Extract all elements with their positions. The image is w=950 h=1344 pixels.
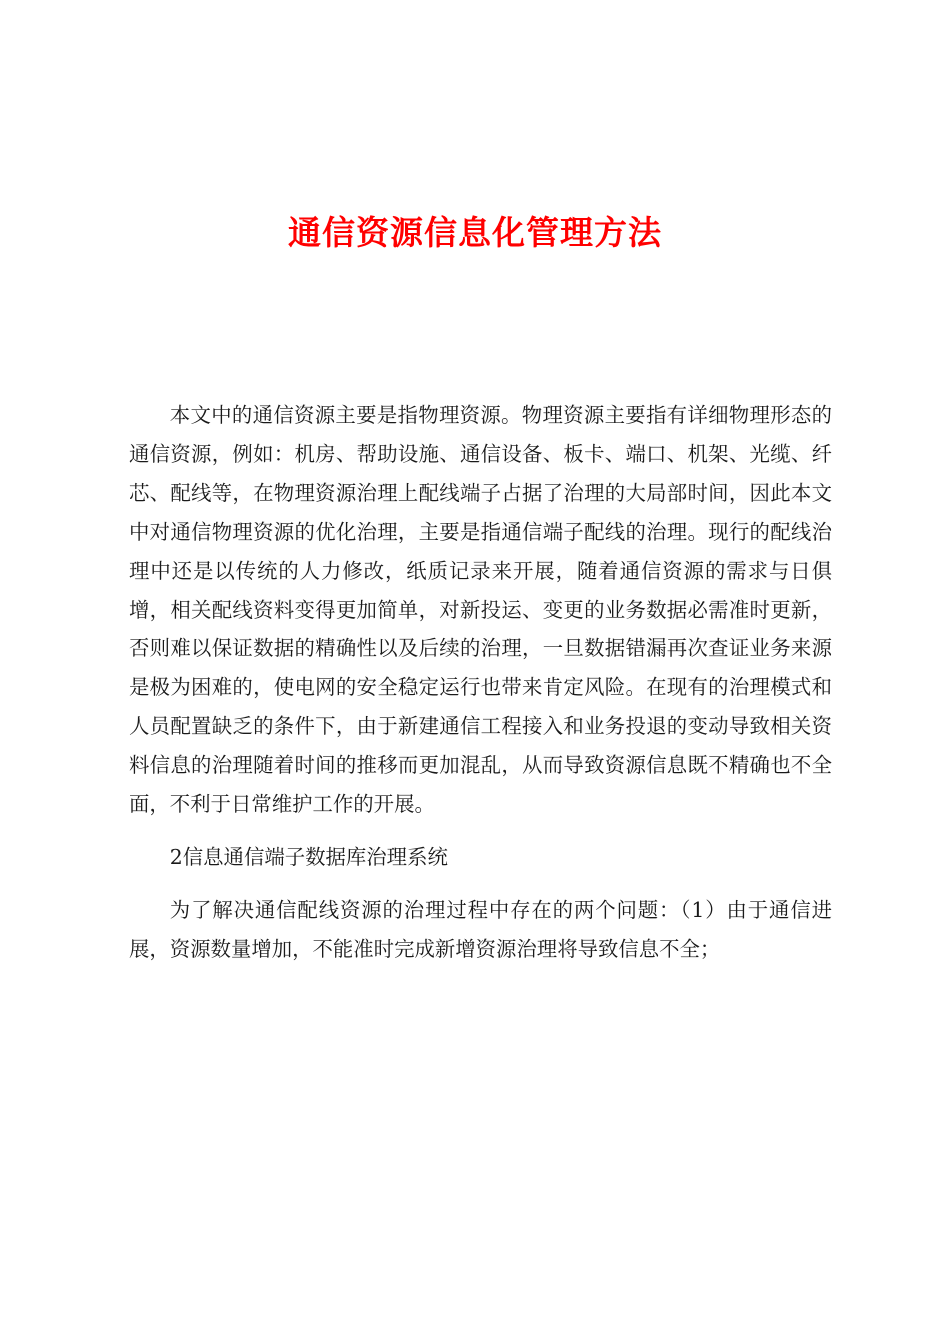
- section-heading: 2信息通信端子数据库治理系统: [169, 844, 448, 869]
- paragraph-section-2: 为了解决通信配线资源的治理过程中存在的两个问题：（1）由于通信进展，资源数量增加，不能准时完成新增资源治理将导致信息不全；: [129, 897, 832, 961]
- paragraph-intro: 本文中的通信资源主要是指物理资源。物理资源主要指有详细物理形态的通信资源，例如：机房、帮助设施、通信设备、板卡、端口、机架、光缆、纤芯、配线等，在物理资源治理上配线端子占据了治理的大局部时间，因此本文中对通信物理资源的优化治理，主要是指通信端子配线的治理。现行的配线治理中还是以传统的人力修改，纸质记录来开展，随着通信资源的需求与日俱增，相关配线资料变得更加简单，对新投运、变更的业务数据必需准时更新，否则难以保证数据的精确性以及后续的治理，一旦数据错漏再次查证业务来源是极为困难的，使电网的安全稳定运行也带来肯定风险。在现有的治理模式和人员配置缺乏的条件下，由于新建通信工程接入和业务投退的变动导致相关资料信息的治理随着时间的推移而更加混乱，从而导致资源信息既不精确也不全面，不利于日常维护工作的开展。: [129, 403, 832, 817]
- document-body: [129, 396, 832, 983]
- document-title: 通信资源信息化管理方法: [288, 213, 662, 252]
